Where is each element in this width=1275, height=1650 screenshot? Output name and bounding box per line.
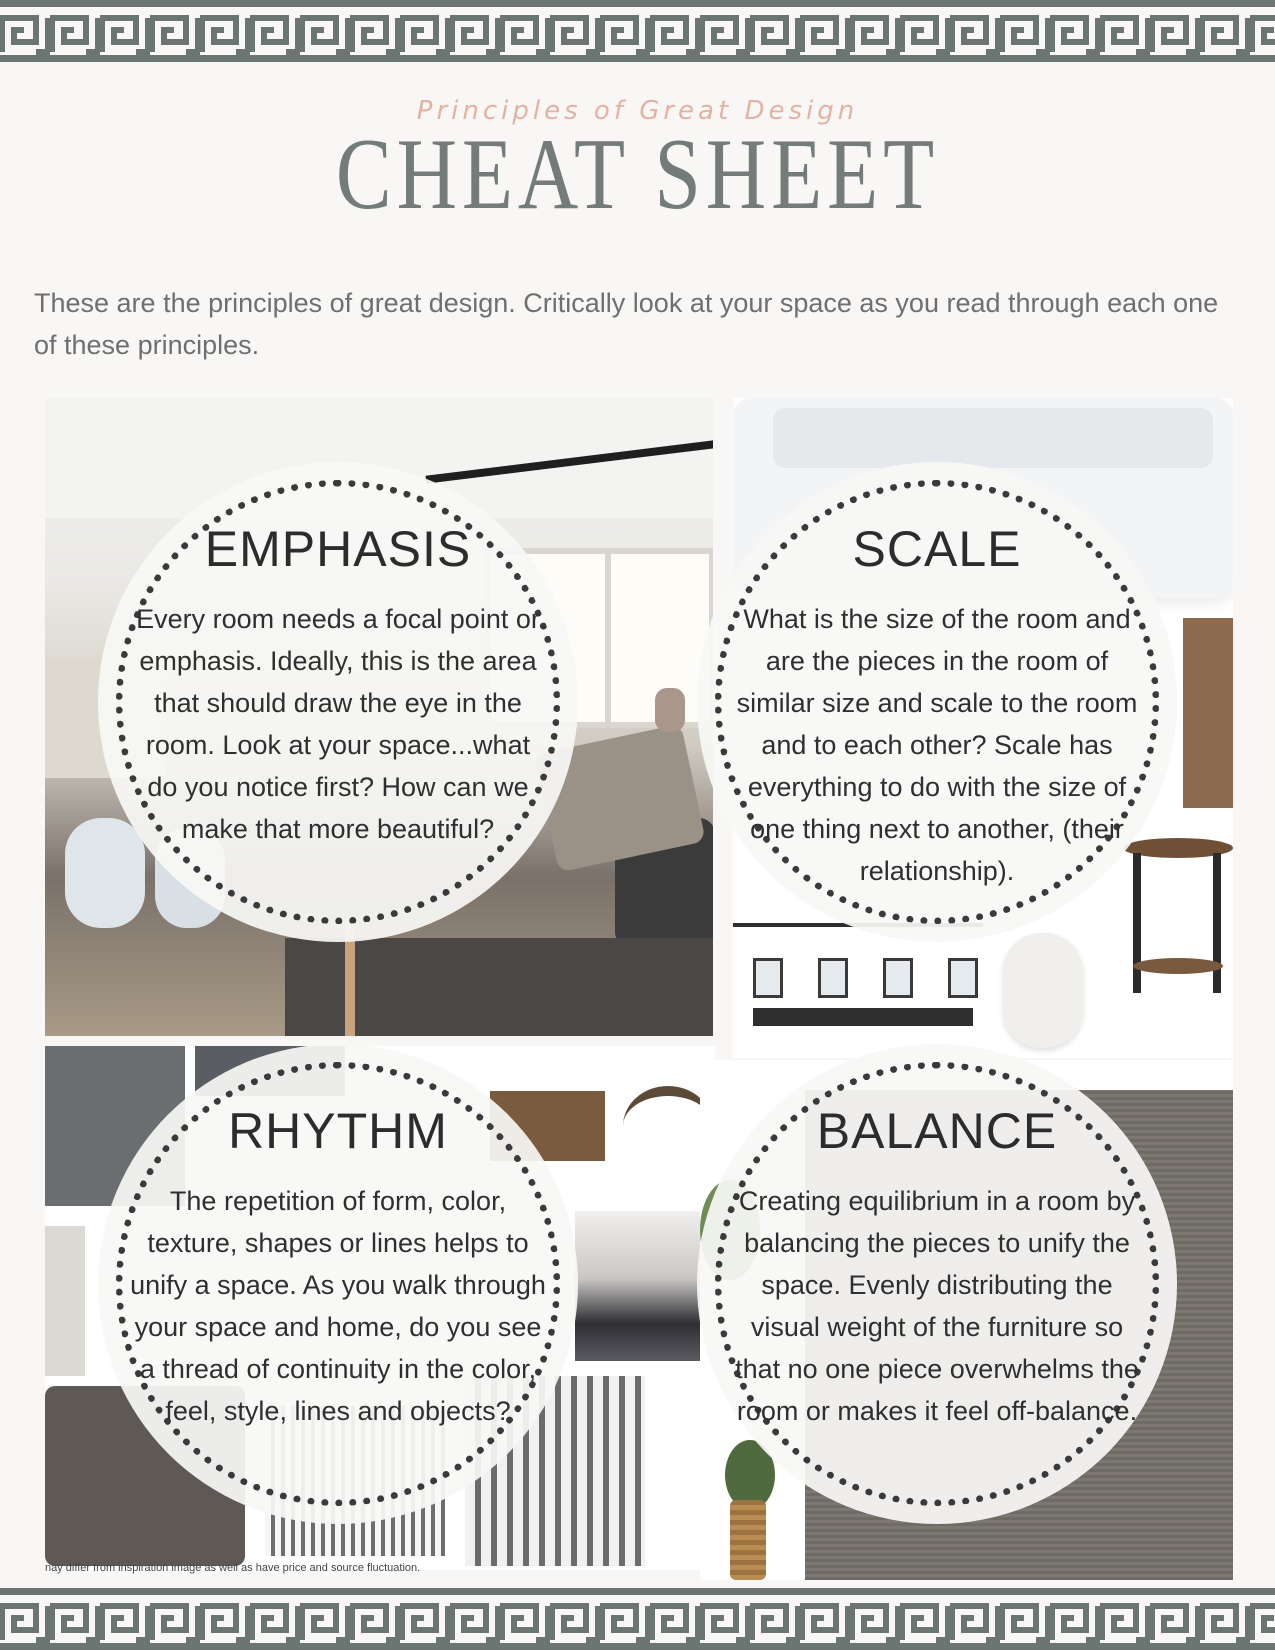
principle-card-scale [697,462,1177,942]
greek-key-border-bottom [0,1588,1275,1650]
principle-heading: RHYTHM [228,1103,448,1159]
intro-paragraph: These are the principles of great design. Critically look at your space as you read through each one of these principles. [34,288,1219,360]
principle-text: Every room needs a focal point or emphasis. Ideally, this is the area that should draw the eye in the room. Look at your space...what do you notice first? How can we make that more beautiful? [136,604,540,844]
footer-disclaimer: nay differ from inspiration image as well as have price and source fluctuation. [45,1562,421,1574]
principle-heading: BALANCE [816,1103,1058,1159]
principle-text: Creating equilibrium in a room by balancing the pieces to unify the space. Evenly distributing the visual weight of the furniture so that no one piece overwhelms the room or makes it feel off-balance. [735,1186,1139,1426]
principle-card-rhythm [98,1044,578,1524]
principle-heading: EMPHASIS [204,521,472,577]
page-subtitle: Principles of Great Design [416,96,859,126]
greek-key-border-top [0,0,1275,62]
principle-card-emphasis [98,462,578,942]
principle-text: What is the size of the room and are the pieces in the room of similar size and scale to the room and to each other? Scale has everything to do with the size of one thing next to another, (their relationship). [736,604,1138,886]
principle-heading: SCALE [852,521,1022,577]
principle-text: The repetition of form, color, texture, shapes or lines helps to unify a space. As you walk through your space and home, do you see a thread of continuity in the color, feel, style, lines and objects? [130,1186,546,1426]
page-title: CHEAT SHEET [335,118,940,231]
principle-card-balance [697,1044,1177,1524]
